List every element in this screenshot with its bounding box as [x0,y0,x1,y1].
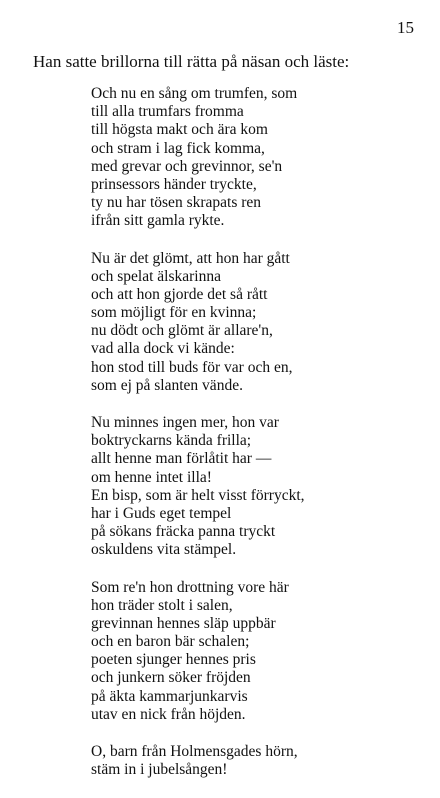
poem-line: En bisp, som är helt visst förryckt, [91,486,305,504]
poem-line: hon stod till buds för var och en, [91,358,293,376]
poem-line: utav en nick från höjden. [91,705,246,723]
stanza [91,414,305,560]
poem-line: grevinnan hennes släp uppbär [91,614,276,632]
poem-line: som möjligt för en kvinna; [91,304,257,322]
poem-line: om henne intet illa! [91,468,212,486]
stanza [91,250,305,396]
poem-line: poeten sjunger hennes pris [91,651,256,669]
poem-line: och en baron bär schalen; [91,633,250,651]
poem-line: som ej på slanten vände. [91,376,243,394]
poem-line: Som re'n hon drottning vore här [91,578,289,596]
poem-line: och junkern söker fröjden [91,669,251,687]
poem-line: oskuldens vita stämpel. [91,541,237,559]
stanza [91,579,305,725]
poem-line: har i Guds eget tempel [91,504,232,522]
poem-line: Och nu en sång om trumfen, som [91,85,298,102]
poem-line: till alla trumfars fromma [91,103,244,121]
poem-line: ty nu har tösen skrapats ren [91,194,262,212]
poem-line: stäm in i jubelsången! [91,761,228,779]
poem-line: prinsessors händer tryckte, [91,175,257,193]
poem-line: boktryckarns kända frilla; [91,432,252,450]
stanza [91,85,305,231]
poem-line: vad alla dock vi kände: [91,340,235,358]
poem-line: och spelat älskarinna [91,267,221,285]
poem-line: till högsta makt och ära kom [91,121,268,139]
poem-line: ifrån sitt gamla rykte. [91,212,225,230]
stanza [91,743,305,779]
poem-line: med grevar och grevinnor, se'n [91,157,283,175]
poem-line: allt henne man förlåtit har — [91,450,272,468]
poem-line: hon träder stolt i salen, [91,596,233,614]
poem-line: nu dödt och glömt är allare'n, [91,322,273,340]
poem [91,85,305,798]
page-number: 15 [397,18,414,37]
poem-line: på äkta kammarjunkarvis [91,687,248,705]
intro-line: Han satte brillorna till rätta på näsan och läste: [33,52,350,71]
poem-line: och att hon gjorde det så rått [91,285,268,303]
poem-line: Nu är det glömt, att hon har gått [91,249,290,267]
poem-line: Nu minnes ingen mer, hon var [91,414,279,431]
poem-line: på sökans fräcka panna tryckt [91,523,276,541]
poem-line: O, barn från Holmensgades hörn, [91,743,298,760]
poem-line: och stram i lag fick komma, [91,139,265,157]
